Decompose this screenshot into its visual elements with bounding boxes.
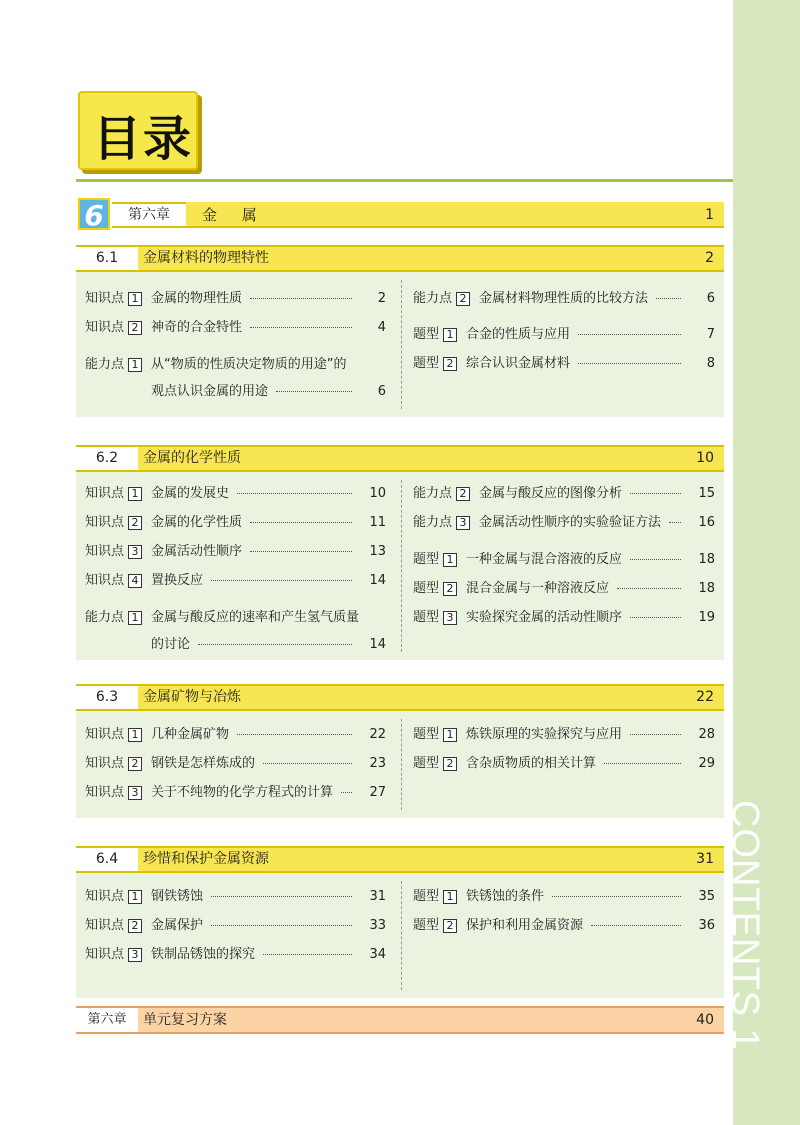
- title-rule: [76, 179, 733, 182]
- entry-type: 知识点: [85, 947, 125, 962]
- entry-title: 几种金属矿物: [151, 727, 230, 742]
- leader-dots: [630, 559, 681, 560]
- entry-number: 2: [128, 919, 142, 933]
- entry-page: 11: [369, 515, 386, 530]
- entry-number: 2: [456, 487, 470, 501]
- entry-number: 1: [128, 890, 142, 904]
- section-body: [76, 272, 724, 417]
- leader-dots: [552, 896, 681, 897]
- entry-page: 2: [377, 291, 386, 306]
- entry-number: 1: [443, 890, 457, 904]
- section-6-3: [76, 684, 724, 818]
- leader-dots: [276, 391, 352, 392]
- section-bar: [138, 686, 724, 709]
- leader-dots: [211, 925, 352, 926]
- section-bar: [138, 447, 724, 470]
- leader-dots: [656, 298, 681, 299]
- section-header[interactable]: [76, 245, 724, 272]
- entry-number: 2: [456, 292, 470, 306]
- toc-entry[interactable]: [85, 916, 386, 936]
- entry-page: 19: [698, 610, 715, 625]
- entry-title: 金属活动性顺序的实验验证方法: [479, 515, 662, 530]
- toc-entry[interactable]: [85, 725, 386, 745]
- entry-type: 题型: [413, 356, 440, 371]
- section-6-4: [76, 846, 724, 998]
- entry-type: 知识点: [85, 889, 125, 904]
- leader-dots: [250, 551, 352, 552]
- entry-type: 题型: [413, 610, 440, 625]
- entry-type: 知识点: [85, 291, 125, 306]
- leader-dots: [669, 522, 681, 523]
- entry-type: 知识点: [85, 515, 125, 530]
- section-title: 金属矿物与冶炼: [143, 689, 241, 705]
- entry-type: 知识点: [85, 785, 125, 800]
- leader-dots: [630, 493, 681, 494]
- entry-number: 2: [128, 516, 142, 530]
- entry-type: 能力点: [413, 291, 453, 306]
- column-divider: [401, 881, 402, 990]
- leader-dots: [211, 580, 352, 581]
- entry-number: 4: [128, 574, 142, 588]
- column-divider: [401, 719, 402, 810]
- entry-type: 题型: [413, 581, 440, 596]
- entry-title: 金属保护: [151, 918, 204, 933]
- toc-entry[interactable]: [413, 608, 715, 628]
- entry-type: 题型: [413, 889, 440, 904]
- entry-page: 6: [706, 291, 715, 306]
- column-divider: [401, 280, 402, 409]
- toc-entry-continued[interactable]: [85, 635, 386, 655]
- entry-type: 知识点: [85, 544, 125, 559]
- review-label: 第六章: [76, 1008, 138, 1032]
- entry-title: 神奇的合金特性: [151, 320, 243, 335]
- section-title: 金属的化学性质: [143, 450, 241, 466]
- chapter-label: 第六章: [112, 202, 186, 228]
- leader-dots: [237, 493, 352, 494]
- leader-dots: [617, 588, 681, 589]
- entry-type: 题型: [413, 552, 440, 567]
- toc-entry[interactable]: [413, 325, 715, 345]
- entry-page: 33: [369, 918, 386, 933]
- entry-number: 3: [456, 516, 470, 530]
- leader-dots: [630, 617, 681, 618]
- entry-title: 综合认识金属材料: [466, 356, 571, 371]
- entry-type: 题型: [413, 918, 440, 933]
- entry-page: 22: [369, 727, 386, 742]
- entry-type: 能力点: [413, 486, 453, 501]
- section-header[interactable]: [76, 846, 724, 873]
- chapter-badge: 6: [78, 198, 110, 230]
- toc-entry[interactable]: [413, 916, 715, 936]
- section-number: 6.2: [76, 447, 138, 470]
- leader-dots: [211, 896, 352, 897]
- entry-page: 18: [698, 581, 715, 596]
- entry-title: 金属活动性顺序: [151, 544, 243, 559]
- toc-entry[interactable]: [85, 754, 386, 774]
- toc-entry[interactable]: [85, 355, 386, 375]
- entry-page: 7: [706, 327, 715, 342]
- leader-dots: [250, 522, 352, 523]
- entry-title: 钢铁是怎样炼成的: [151, 756, 256, 771]
- entry-title: 铁锈蚀的条件: [466, 889, 545, 904]
- entry-number: 1: [443, 553, 457, 567]
- entry-number: 1: [128, 611, 142, 625]
- section-6-2: [76, 445, 724, 660]
- toc-entry[interactable]: [413, 550, 715, 570]
- entry-title: 从“物质的性质决定物质的用途”的: [151, 357, 347, 372]
- entry-number: 2: [443, 757, 457, 771]
- entry-page: 14: [369, 573, 386, 588]
- entry-type: 题型: [413, 327, 440, 342]
- entry-type: 能力点: [413, 515, 453, 530]
- entry-number: 1: [128, 358, 142, 372]
- entry-page: 13: [369, 544, 386, 559]
- leader-dots: [341, 792, 352, 793]
- entry-page: 35: [698, 889, 715, 904]
- entry-title: 钢铁锈蚀: [151, 889, 204, 904]
- toc-entry[interactable]: [413, 513, 715, 533]
- entry-number: 3: [128, 545, 142, 559]
- entry-type: 知识点: [85, 320, 125, 335]
- section-body: [76, 873, 724, 998]
- entry-title: 含杂质物质的相关计算: [466, 756, 597, 771]
- entry-page: 31: [369, 889, 386, 904]
- toc-entry[interactable]: [85, 318, 386, 338]
- section-body: [76, 472, 724, 660]
- entry-type: 知识点: [85, 918, 125, 933]
- entry-number: 3: [128, 786, 142, 800]
- column-divider: [401, 480, 402, 652]
- leader-dots: [237, 734, 352, 735]
- toc-entry[interactable]: [85, 513, 386, 533]
- entry-title: 金属的化学性质: [151, 515, 243, 530]
- entry-number: 2: [443, 582, 457, 596]
- entry-page: 18: [698, 552, 715, 567]
- entry-page: 6: [377, 384, 386, 399]
- section-header[interactable]: [76, 445, 724, 472]
- leader-dots: [263, 763, 352, 764]
- side-label: CONTENTS 1: [724, 800, 766, 1051]
- entry-page: 4: [377, 320, 386, 335]
- entry-title: 实验探究金属的活动性顺序: [466, 610, 623, 625]
- entry-title-continued: 的讨论: [151, 637, 191, 652]
- entry-title: 金属材料物理性质的比较方法: [479, 291, 649, 306]
- entry-page: 36: [698, 918, 715, 933]
- entry-title: 保护和利用金属资源: [466, 918, 584, 933]
- toc-entry[interactable]: [85, 945, 386, 965]
- section-page: 31: [696, 851, 714, 867]
- entry-page: 14: [369, 637, 386, 652]
- section-body: [76, 711, 724, 818]
- entry-title: 金属与酸反应的速率和产生氢气质量: [151, 610, 360, 625]
- toc-entry[interactable]: [85, 484, 386, 504]
- toc-entry[interactable]: [413, 354, 715, 374]
- entry-page: 27: [369, 785, 386, 800]
- entry-page: 34: [369, 947, 386, 962]
- leader-dots: [591, 925, 681, 926]
- chapter-title: 金 属: [202, 206, 267, 224]
- leader-dots: [578, 363, 681, 364]
- chapter-entry[interactable]: [186, 202, 724, 228]
- review-entry[interactable]: [76, 1006, 724, 1034]
- entry-title: 炼铁原理的实验探究与应用: [466, 727, 623, 742]
- entry-title: 合金的性质与应用: [466, 327, 571, 342]
- toc-entry[interactable]: [85, 571, 386, 591]
- toc-entry[interactable]: [85, 289, 386, 309]
- review-page: 40: [696, 1012, 714, 1028]
- entry-number: 2: [443, 919, 457, 933]
- entry-number: 2: [128, 757, 142, 771]
- section-title: 金属材料的物理特性: [143, 250, 269, 266]
- page-title: 目录: [93, 111, 194, 167]
- toc-entry[interactable]: [413, 887, 715, 907]
- section-title: 珍惜和保护金属资源: [143, 851, 269, 867]
- entry-title: 金属的发展史: [151, 486, 230, 501]
- toc-entry[interactable]: [413, 579, 715, 599]
- toc-entry[interactable]: [413, 725, 715, 745]
- entry-type: 知识点: [85, 573, 125, 588]
- entry-number: 2: [443, 357, 457, 371]
- entry-title-continued: 观点认识金属的用途: [151, 384, 269, 399]
- review-title: 单元复习方案: [143, 1012, 227, 1028]
- section-number: 6.4: [76, 848, 138, 871]
- entry-title: 金属的物理性质: [151, 291, 243, 306]
- entry-page: 28: [698, 727, 715, 742]
- section-6-1: [76, 245, 724, 417]
- entry-number: 1: [443, 328, 457, 342]
- toc-entry[interactable]: [413, 484, 715, 504]
- section-number: 6.1: [76, 247, 138, 270]
- toc-entry[interactable]: [85, 608, 386, 628]
- leader-dots: [604, 763, 681, 764]
- section-page: 10: [696, 450, 714, 466]
- entry-type: 知识点: [85, 756, 125, 771]
- entry-page: 15: [698, 486, 715, 501]
- leader-dots: [263, 954, 352, 955]
- entry-page: 8: [706, 356, 715, 371]
- entry-number: 2: [128, 321, 142, 335]
- entry-type: 知识点: [85, 727, 125, 742]
- entry-type: 题型: [413, 727, 440, 742]
- entry-title: 一种金属与混合溶液的反应: [466, 552, 623, 567]
- chapter-page: 1: [705, 207, 714, 223]
- section-bar: [138, 247, 724, 270]
- toc-entry-continued[interactable]: [85, 382, 386, 402]
- entry-title: 置换反应: [151, 573, 204, 588]
- section-page: 22: [696, 689, 714, 705]
- entry-number: 1: [128, 728, 142, 742]
- section-number: 6.3: [76, 686, 138, 709]
- entry-number: 3: [128, 948, 142, 962]
- entry-number: 3: [443, 611, 457, 625]
- leader-dots: [578, 334, 681, 335]
- entry-title: 关于不纯物的化学方程式的计算: [151, 785, 334, 800]
- toc-entry[interactable]: [85, 887, 386, 907]
- entry-page: 10: [369, 486, 386, 501]
- toc-entry[interactable]: [413, 289, 715, 309]
- entry-page: 16: [698, 515, 715, 530]
- entry-number: 1: [128, 292, 142, 306]
- entry-type: 题型: [413, 756, 440, 771]
- entry-number: 1: [128, 487, 142, 501]
- entry-title: 铁制品锈蚀的探究: [151, 947, 256, 962]
- entry-page: 23: [369, 756, 386, 771]
- toc-entry[interactable]: [413, 754, 715, 774]
- entry-type: 能力点: [85, 610, 125, 625]
- entry-page: 29: [698, 756, 715, 771]
- leader-dots: [630, 734, 681, 735]
- entry-type: 知识点: [85, 486, 125, 501]
- entry-title: 金属与酸反应的图像分析: [479, 486, 623, 501]
- entry-number: 1: [443, 728, 457, 742]
- section-header[interactable]: [76, 684, 724, 711]
- toc-entry[interactable]: [85, 783, 386, 803]
- review-bar: [138, 1008, 724, 1032]
- section-bar: [138, 848, 724, 871]
- leader-dots: [198, 644, 352, 645]
- entry-type: 能力点: [85, 357, 125, 372]
- toc-entry[interactable]: [85, 542, 386, 562]
- leader-dots: [250, 298, 352, 299]
- section-page: 2: [705, 250, 714, 266]
- leader-dots: [250, 327, 352, 328]
- entry-title: 混合金属与一种溶液反应: [466, 581, 610, 596]
